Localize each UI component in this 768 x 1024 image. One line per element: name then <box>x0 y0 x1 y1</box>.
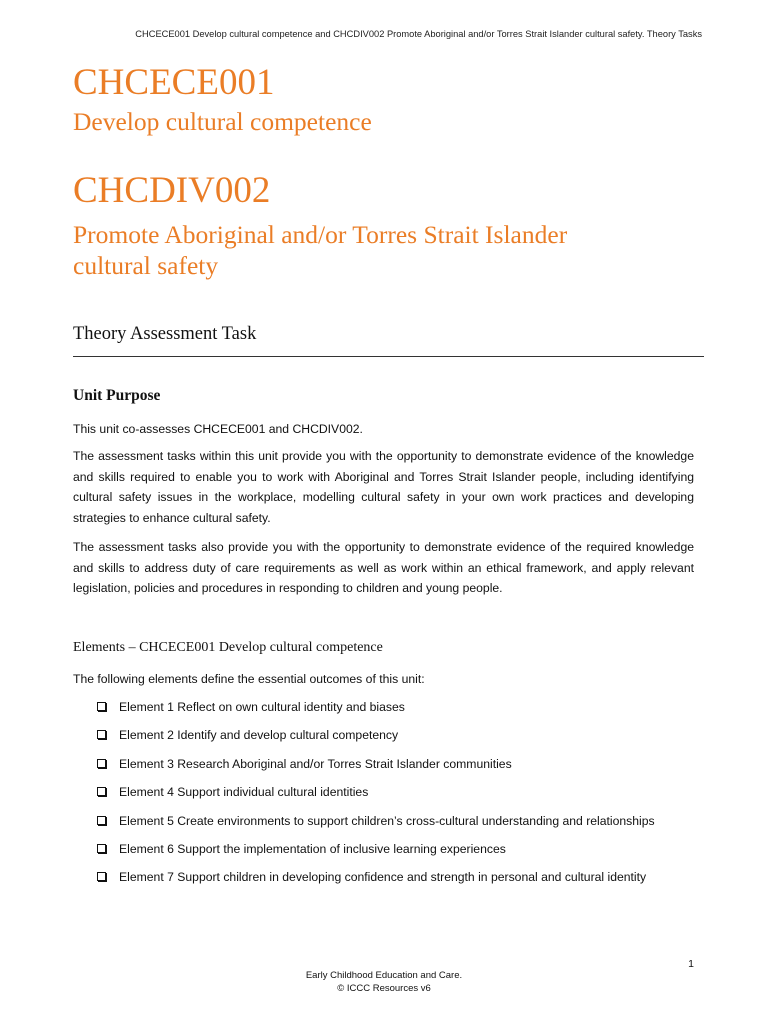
list-item <box>97 697 655 725</box>
running-header: CHCECE001 Develop cultural competence and CHCDIV002 Promote Aboriginal and/or Torres Strait Islander cultural safety. Theory Tasks <box>135 29 702 39</box>
checkbox-bullet-icon <box>97 730 106 739</box>
list-item <box>97 754 655 782</box>
section-divider <box>73 356 704 357</box>
footer-line-1: Early Childhood Education and Care. <box>305 970 463 981</box>
list-item <box>97 867 655 895</box>
list-item <box>97 811 655 839</box>
unit-purpose-paragraph-3: The assessment tasks also provide you with the opportunity to demonstrate evidence of the required knowledge and skills to address duty of care requirements as well as work within an ethical framework, and apply relevant legislation, policies and procedures in responding to children and young people. <box>73 540 694 595</box>
list-item <box>97 725 655 753</box>
unit-purpose-paragraph-2: The assessment tasks within this unit provide you with the opportunity to demonstrate evidence of the knowledge and skills required to enable you to work with Aboriginal and Torres Strait Islander people, including identifying cultural safety issues in the workplace, modelling cultural safety in your own work practices and developing strategies to enhance cultural safety. <box>73 449 694 525</box>
unit-purpose-paragraph-1: This unit co-assesses CHCECE001 and CHCDIV002. <box>73 422 363 436</box>
element-text: Element 2 Identify and develop cultural competency <box>119 728 399 743</box>
unit-purpose-heading: Unit Purpose <box>73 387 161 404</box>
task-heading: Theory Assessment Task <box>73 324 257 344</box>
list-item <box>97 782 655 810</box>
elements-heading: Elements – CHCECE001 Develop cultural competence <box>73 640 383 655</box>
element-text: Element 7 Support children in developing confidence and strength in personal and cultural identity <box>119 870 647 885</box>
element-text: Element 3 Research Aboriginal and/or Torres Strait Islander communities <box>119 756 512 771</box>
checkbox-bullet-icon <box>97 872 106 881</box>
list-item <box>97 839 655 867</box>
checkbox-bullet-icon <box>97 759 106 768</box>
element-text: Element 5 Create environments to support children’s cross-cultural understanding and relationships <box>119 813 655 828</box>
checkbox-bullet-icon <box>97 844 106 853</box>
elements-list <box>97 697 655 896</box>
footer-line-2: © ICCC Resources v6 <box>337 983 431 994</box>
element-text: Element 4 Support individual cultural identities <box>119 785 369 800</box>
unit2-name-line2: cultural safety <box>73 251 219 280</box>
unit2-title-block <box>73 172 567 281</box>
page-number: 1 <box>688 958 694 970</box>
checkbox-bullet-icon <box>97 787 106 796</box>
checkbox-bullet-icon <box>97 816 106 825</box>
elements-intro: The following elements define the essential outcomes of this unit: <box>73 672 425 686</box>
unit2-name-line1: Promote Aboriginal and/or Torres Strait Islander <box>73 220 568 249</box>
unit1-title-block <box>73 64 372 137</box>
checkbox-bullet-icon <box>97 702 106 711</box>
element-text: Element 1 Reflect on own cultural identity and biases <box>119 700 405 714</box>
unit1-name: Develop cultural competence <box>73 107 372 136</box>
unit1-code: CHCECE001 <box>73 62 275 103</box>
unit2-code: CHCDIV002 <box>73 170 271 211</box>
element-text: Element 6 Support the implementation of inclusive learning experiences <box>119 841 506 856</box>
